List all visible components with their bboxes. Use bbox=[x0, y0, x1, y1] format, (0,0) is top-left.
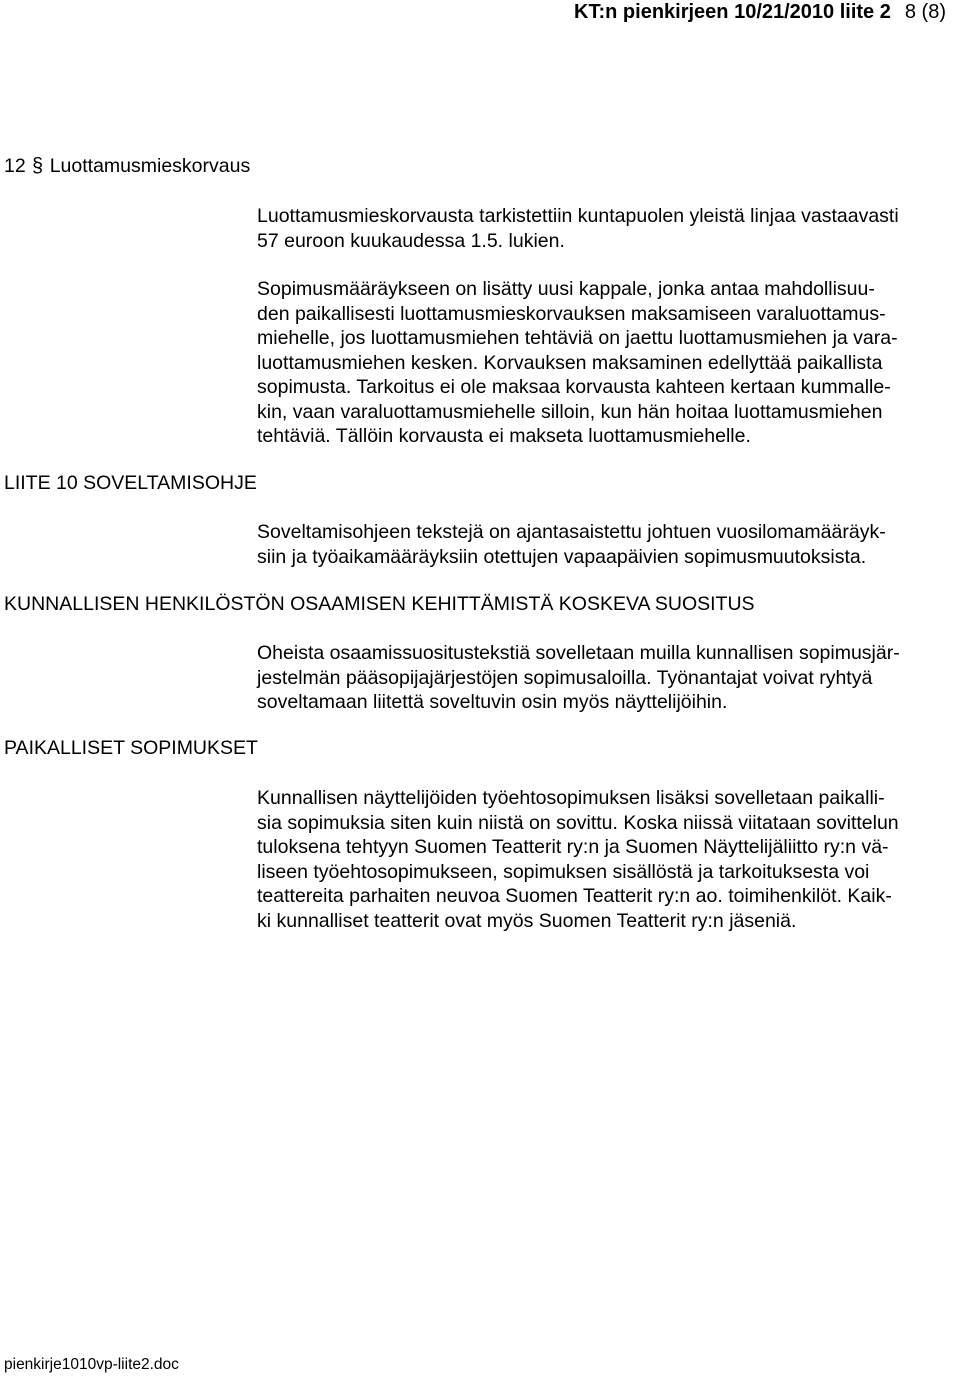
paikalliset-heading: PAIKALLISET SOPIMUKSET bbox=[4, 737, 258, 759]
text-line: luottamusmiehen kesken. Korvauksen maksaminen edellyttää paikallista bbox=[257, 351, 883, 374]
section-title: Luottamusmieskorvaus bbox=[49, 155, 251, 177]
text-line: miehelle, jos luottamusmiehen tehtäviä on jaettu luottamusmiehen ja vara- bbox=[257, 327, 898, 349]
document-title: KT:n pienkirjeen 10/21/2010 liite 2 bbox=[574, 1, 891, 23]
text-line: jestelmän pääsopijajärjestöjen sopimusaloilla. Työnantajat voivat ryhtyä bbox=[257, 666, 873, 689]
section-12-paragraph-2 bbox=[257, 277, 959, 449]
page-number: 8 (8) bbox=[904, 1, 946, 23]
text-line: tehtäviä. Tällöin korvausta ei makseta luottamusmiehelle. bbox=[257, 425, 751, 447]
text-line: ki kunnalliset teatterit ovat myös Suomen Teatterit ry:n jäseniä. bbox=[257, 909, 797, 932]
text-line: Luottamusmieskorvausta tarkistettiin kuntapuolen yleistä linjaa vastaavasti bbox=[257, 205, 899, 227]
footer-filename: pienkirje1010vp-liite2.doc bbox=[4, 1356, 179, 1373]
section-sign-icon bbox=[31, 154, 45, 176]
paikalliset-paragraph bbox=[257, 786, 959, 933]
section-12-paragraph-1 bbox=[257, 204, 959, 253]
text-line: Kunnallisen näyttelijöiden työehtosopimuksen lisäksi sovelletaan paikalli- bbox=[257, 787, 885, 809]
text-line: den paikallisesti luottamusmieskorvauksen maksamiseen varaluottamus- bbox=[257, 302, 886, 325]
text-line: Oheista osaamissuositustekstiä sovelletaan muilla kunnallisen sopimusjär- bbox=[257, 642, 900, 664]
text-line: tuloksena tehtyyn Suomen Teatterit ry:n ja Suomen Näyttelijäliitto ry:n vä- bbox=[257, 836, 889, 858]
text-line: Sopimusmääräykseen on lisätty uusi kappale, jonka antaa mahdollisuu- bbox=[257, 278, 875, 300]
text-line: liseen työehtosopimukseen, sopimuksen sisällöstä ja tarkoituksesta voi bbox=[257, 860, 870, 883]
text-line: Soveltamisohjeen tekstejä on ajantasaistettu johtuen vuosilomamääräyk- bbox=[257, 521, 886, 543]
text-line: siin ja työaikamääräyksiin otettujen vapaapäivien sopimusmuutoksista. bbox=[257, 545, 867, 568]
svg-text:§: § bbox=[31, 155, 43, 176]
text-line: 57 euroon kuukaudessa 1.5. lukien. bbox=[257, 229, 565, 252]
text-line: kin, vaan varaluottamusmiehelle silloin, kun hän hoitaa luottamusmiehen bbox=[257, 400, 883, 423]
section-number: 12 bbox=[4, 155, 26, 177]
text-line: sia sopimuksia siten kuin niistä on sovittu. Koska niissä viitataan sovittelun bbox=[257, 811, 899, 834]
text-line: soveltamaan liitettä soveltuvin osin myös näyttelijöihin. bbox=[257, 691, 728, 713]
text-line: teattereita parhaiten neuvoa Suomen Teatterit ry:n ao. toimihenkilöt. Kaik- bbox=[257, 885, 892, 907]
kunnallisen-paragraph bbox=[257, 641, 959, 715]
section-12-heading bbox=[4, 154, 250, 178]
liite-10-heading: LIITE 10 SOVELTAMISOHJE bbox=[4, 472, 257, 494]
kunnallisen-heading: KUNNALLISEN HENKILÖSTÖN OSAAMISEN KEHITTÄMISTÄ KOSKEVA SUOSITUS bbox=[4, 593, 755, 615]
page-header bbox=[574, 0, 946, 24]
liite-10-paragraph bbox=[257, 520, 959, 569]
text-line: sopimusta. Tarkoitus ei ole maksaa korvausta kahteen kertaan kummalle- bbox=[257, 376, 891, 398]
